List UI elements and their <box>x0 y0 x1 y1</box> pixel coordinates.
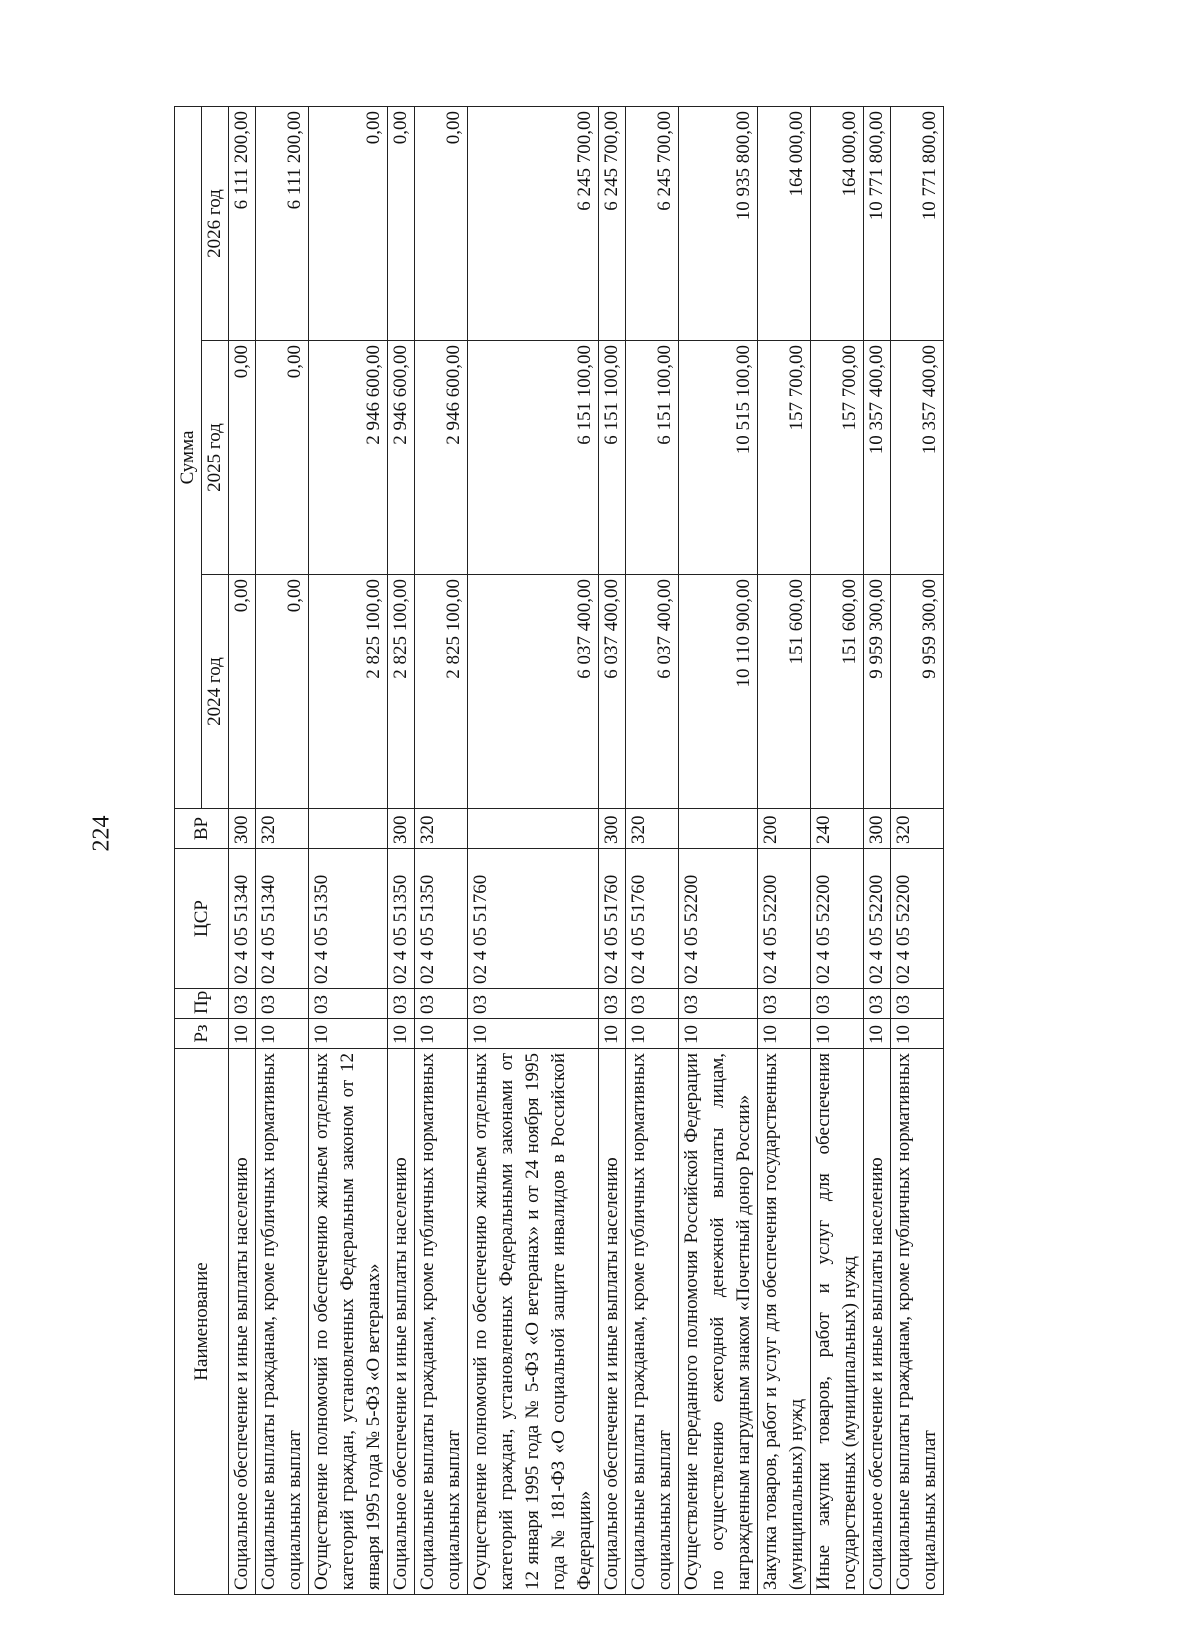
row-sum-2026-cell: 10 771 800,00 <box>864 107 891 341</box>
table-row <box>229 107 256 1595</box>
row-pr-cell: 03 <box>229 989 256 1019</box>
row-pr-cell: 03 <box>864 989 891 1019</box>
table-row <box>811 107 864 1595</box>
row-csr-cell: 02 4 05 52200 <box>679 849 758 989</box>
rotated-table-container <box>174 107 984 1595</box>
row-rz-cell: 10 <box>388 1019 415 1049</box>
row-sum-2025-cell: 0,00 <box>256 341 309 575</box>
row-sum-2025-cell: 157 700,00 <box>811 341 864 575</box>
row-sum-2024-cell: 9 959 300,00 <box>891 575 944 809</box>
row-sum-2026-cell: 10 771 800,00 <box>891 107 944 341</box>
row-sum-2026-cell: 164 000,00 <box>811 107 864 341</box>
row-rz-cell: 10 <box>758 1019 811 1049</box>
row-vr-cell <box>679 809 758 849</box>
row-pr-cell: 03 <box>758 989 811 1019</box>
row-csr-cell: 02 4 05 51350 <box>309 849 388 989</box>
row-pr-cell: 03 <box>626 989 679 1019</box>
row-name-cell: Социальные выплаты гражданам, кроме публичных нормативных социальных выплат <box>891 1049 944 1595</box>
row-name-cell: Осуществление переданного полномочия Российской Федерации по осуществлению ежегодной денежной выплаты лицам, награжденным нагрудным знаком «Почетный донор России» <box>679 1049 758 1595</box>
row-rz-cell: 10 <box>599 1019 626 1049</box>
row-csr-cell: 02 4 05 51340 <box>256 849 309 989</box>
row-sum-2026-cell: 6 245 700,00 <box>599 107 626 341</box>
table-row <box>626 107 679 1595</box>
row-vr-cell: 200 <box>758 809 811 849</box>
row-sum-2024-cell: 2 825 100,00 <box>309 575 388 809</box>
row-name-cell: Иные закупки товаров, работ и услуг для обеспечения государственных (муниципальных) нужд <box>811 1049 864 1595</box>
row-sum-2024-cell: 6 037 400,00 <box>468 575 599 809</box>
row-sum-2026-cell: 0,00 <box>388 107 415 341</box>
table-row <box>679 107 758 1595</box>
row-sum-2026-cell: 164 000,00 <box>758 107 811 341</box>
row-sum-2026-cell: 6 245 700,00 <box>626 107 679 341</box>
header-sum: Сумма <box>175 107 202 809</box>
row-name-cell: Социальное обеспечение и иные выплаты населению <box>388 1049 415 1595</box>
header-year-2024: 2024 год <box>202 575 229 809</box>
row-name-cell: Социальные выплаты гражданам, кроме публичных нормативных социальных выплат <box>256 1049 309 1595</box>
row-pr-cell: 03 <box>891 989 944 1019</box>
header-pr: Пр <box>175 989 229 1019</box>
row-rz-cell: 10 <box>811 1019 864 1049</box>
table-row <box>388 107 415 1595</box>
row-sum-2024-cell: 6 037 400,00 <box>626 575 679 809</box>
page-number: 224 <box>88 815 115 852</box>
row-rz-cell: 10 <box>229 1019 256 1049</box>
row-csr-cell: 02 4 05 51760 <box>468 849 599 989</box>
row-csr-cell: 02 4 05 51760 <box>626 849 679 989</box>
table-row <box>309 107 388 1595</box>
row-sum-2025-cell: 0,00 <box>229 341 256 575</box>
row-sum-2025-cell: 10 515 100,00 <box>679 341 758 575</box>
row-sum-2025-cell: 2 946 600,00 <box>415 341 468 575</box>
row-name-cell: Социальное обеспечение и иные выплаты населению <box>229 1049 256 1595</box>
row-rz-cell: 10 <box>256 1019 309 1049</box>
header-vr: ВР <box>175 809 229 849</box>
row-csr-cell: 02 4 05 52200 <box>891 849 944 989</box>
row-sum-2026-cell: 0,00 <box>415 107 468 341</box>
header-year-2026: 2026 год <box>202 107 229 341</box>
row-rz-cell: 10 <box>468 1019 599 1049</box>
row-name-cell: Социальное обеспечение и иные выплаты населению <box>864 1049 891 1595</box>
row-sum-2026-cell: 0,00 <box>309 107 388 341</box>
row-vr-cell: 300 <box>229 809 256 849</box>
row-name-cell: Социальные выплаты гражданам, кроме публичных нормативных социальных выплат <box>626 1049 679 1595</box>
row-csr-cell: 02 4 05 52200 <box>811 849 864 989</box>
row-pr-cell: 03 <box>599 989 626 1019</box>
row-rz-cell: 10 <box>309 1019 388 1049</box>
header-name: Наименование <box>175 1049 229 1595</box>
row-sum-2026-cell: 10 935 800,00 <box>679 107 758 341</box>
row-rz-cell: 10 <box>679 1019 758 1049</box>
row-csr-cell: 02 4 05 51340 <box>229 849 256 989</box>
row-sum-2025-cell: 6 151 100,00 <box>599 341 626 575</box>
row-name-cell: Социальные выплаты гражданам, кроме публичных нормативных социальных выплат <box>415 1049 468 1595</box>
table-row <box>415 107 468 1595</box>
row-sum-2026-cell: 6 111 200,00 <box>256 107 309 341</box>
table-row <box>468 107 599 1595</box>
row-rz-cell: 10 <box>626 1019 679 1049</box>
row-rz-cell: 10 <box>891 1019 944 1049</box>
row-sum-2025-cell: 6 151 100,00 <box>626 341 679 575</box>
row-sum-2025-cell: 2 946 600,00 <box>388 341 415 575</box>
row-sum-2024-cell: 10 110 900,00 <box>679 575 758 809</box>
row-rz-cell: 10 <box>864 1019 891 1049</box>
table-row <box>256 107 309 1595</box>
row-csr-cell: 02 4 05 51350 <box>388 849 415 989</box>
table-row <box>599 107 626 1595</box>
row-sum-2024-cell: 151 600,00 <box>758 575 811 809</box>
row-sum-2026-cell: 6 111 200,00 <box>229 107 256 341</box>
row-csr-cell: 02 4 05 51350 <box>415 849 468 989</box>
row-pr-cell: 03 <box>679 989 758 1019</box>
row-sum-2024-cell: 0,00 <box>229 575 256 809</box>
row-sum-2025-cell: 6 151 100,00 <box>468 341 599 575</box>
row-pr-cell: 03 <box>388 989 415 1019</box>
table-row <box>864 107 891 1595</box>
row-pr-cell: 03 <box>256 989 309 1019</box>
row-name-cell: Осуществление полномочий по обеспечению жильем отдельных категорий граждан, установленных Федеральными законами от 12 января 1995 года № 5-ФЗ «О ветеранах» и от 24 ноября 1995 года № 181-ФЗ «О социальной защите инвалидов в Российской Федерации» <box>468 1049 599 1595</box>
row-name-cell: Социальное обеспечение и иные выплаты населению <box>599 1049 626 1595</box>
row-sum-2024-cell: 2 825 100,00 <box>388 575 415 809</box>
row-sum-2025-cell: 2 946 600,00 <box>309 341 388 575</box>
row-pr-cell: 03 <box>309 989 388 1019</box>
row-vr-cell: 320 <box>891 809 944 849</box>
table-header <box>175 107 229 1595</box>
row-sum-2025-cell: 157 700,00 <box>758 341 811 575</box>
row-sum-2026-cell: 6 245 700,00 <box>468 107 599 341</box>
row-vr-cell: 240 <box>811 809 864 849</box>
row-sum-2024-cell: 151 600,00 <box>811 575 864 809</box>
row-sum-2024-cell: 0,00 <box>256 575 309 809</box>
row-vr-cell: 320 <box>415 809 468 849</box>
row-pr-cell: 03 <box>811 989 864 1019</box>
table-row <box>891 107 944 1595</box>
row-vr-cell <box>468 809 599 849</box>
row-sum-2024-cell: 2 825 100,00 <box>415 575 468 809</box>
row-vr-cell <box>309 809 388 849</box>
header-rz: Рз <box>175 1019 229 1049</box>
header-year-2025: 2025 год <box>202 341 229 575</box>
row-pr-cell: 03 <box>468 989 599 1019</box>
row-sum-2025-cell: 10 357 400,00 <box>864 341 891 575</box>
table-body <box>229 107 944 1595</box>
row-vr-cell: 300 <box>388 809 415 849</box>
header-csr: ЦСР <box>175 849 229 989</box>
table-row <box>758 107 811 1595</box>
budget-table <box>174 106 944 1595</box>
row-vr-cell: 300 <box>864 809 891 849</box>
row-csr-cell: 02 4 05 51760 <box>599 849 626 989</box>
row-vr-cell: 320 <box>256 809 309 849</box>
row-sum-2024-cell: 9 959 300,00 <box>864 575 891 809</box>
row-vr-cell: 300 <box>599 809 626 849</box>
row-rz-cell: 10 <box>415 1019 468 1049</box>
row-name-cell: Осуществление полномочий по обеспечению жильем отдельных категорий граждан, установленных Федеральным законом от 12 января 1995 года № 5-ФЗ «О ветеранах» <box>309 1049 388 1595</box>
row-name-cell: Закупка товаров, работ и услуг для обеспечения государственных (муниципальных) нужд <box>758 1049 811 1595</box>
row-sum-2024-cell: 6 037 400,00 <box>599 575 626 809</box>
row-csr-cell: 02 4 05 52200 <box>864 849 891 989</box>
row-vr-cell: 320 <box>626 809 679 849</box>
row-sum-2025-cell: 10 357 400,00 <box>891 341 944 575</box>
row-pr-cell: 03 <box>415 989 468 1019</box>
row-csr-cell: 02 4 05 52200 <box>758 849 811 989</box>
